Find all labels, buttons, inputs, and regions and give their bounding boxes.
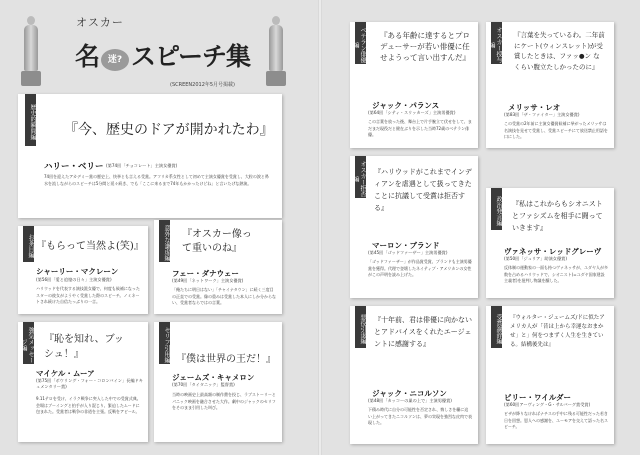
speech-description: 反体制の運動家の一面も持つヴァネッサが、ユダヤ人が多数を占めるハリウッドで、シオニスト(=ユダヤ国家建設主義者)を批判し物議を醸した。 [504, 265, 608, 283]
source-note: (SCREEN2012年5月号掲載) [170, 82, 236, 88]
speech-description: ビザが降りなければナチスの手中に残る可能性だった若き日を回想。恩人への感謝を、ユーモアを交えて語った名スピーチ。 [504, 411, 608, 429]
award-info: (第74回「チョコレート」主演女優賞) [106, 163, 178, 168]
category-tab: 受賞謝辞編 [491, 306, 502, 348]
speaker-name: マイケル・ムーア [36, 369, 95, 378]
category-tab: セリフ引用編 [159, 322, 170, 364]
award-info: (第56回「愛と追憶の日々」主演女優賞) [36, 277, 112, 282]
speech-quote: 『もらって当然よ(笑)』 [36, 241, 144, 252]
award-info: (第50回「ジュリア」助演女優賞) [504, 256, 567, 261]
speech-quote: 『オスカー像って重いのね』 [182, 229, 252, 254]
category-tab: 政治発言編 [491, 188, 502, 230]
speech-card [154, 220, 282, 314]
award-info: (第83回「ザ・ファイター」主演女優賞) [504, 112, 580, 117]
speech-card [486, 306, 614, 444]
speech-card [154, 322, 282, 442]
speech-card [350, 22, 478, 148]
speaker-name: マーロン・ブランド [372, 241, 440, 250]
category-tab: 悪役引退編 [355, 306, 366, 348]
award-info: (第64回「シティ・スリッカーズ」主演男優賞) [368, 110, 456, 115]
speech-description: 74回を迎えたアカデミー賞の歴史上、快挙とも言える受賞。アフリカ系女性として初めて主演女優賞を受賞し、大粒の涙と鼻水を流しながらのスピーチは5分間と延々続き、でも「ここに来るまで74年もかかったけどね」と言いたげな熱演。 [44, 174, 269, 186]
speech-card [486, 22, 614, 148]
title-badge: 迷? [101, 49, 129, 71]
category-tab: ベテラン俳優編 [355, 22, 366, 64]
title-main: スピーチ集 [131, 42, 251, 71]
page-title [75, 37, 275, 77]
speaker-name: メリッサ・レオ [508, 103, 561, 112]
speech-description: この言葉を放った後、舞台上で片手腕立て伏せをして、まだまだ現役だと健在ぶりを示した当時72歳のベテラン俳優。 [368, 119, 472, 137]
speech-card [18, 322, 148, 442]
speech-quote: 『言葉を失っているわ。二年前にケート(ウィンスレット)が受賞したときは、ファッ●ン なくらい腹立たしかったのに』 [514, 31, 605, 71]
award-info: (第60回アーヴィング・G・サルバーグ賞受賞) [504, 402, 591, 407]
speech-description: 当時の映画史上最高額の制作費を投じ、ラブストーリーとパニック映画を融合させた大作。劇中のジャックのセリフをそのまま引用した叫び。 [172, 392, 276, 410]
speech-description: 9.11テロを受け、イラク戦争に突入した中での受賞式典。会場はブーイングと拍手が入り混じり、緊迫したムードに包まれた。受賞者は戦争の非道を主張。反戦をアピール。 [36, 396, 141, 414]
speech-card [350, 306, 478, 444]
speaker-name: シャーリー・マクレーン [36, 267, 119, 276]
speech-card [18, 94, 282, 218]
category-tab: オスカー授与編 [491, 22, 502, 64]
speaker-name: ジャック・パランス [372, 101, 440, 110]
award-info: (第48回「カッコーの巣の上で」主演男優賞) [368, 398, 452, 403]
speaker-name: ヴァネッサ・レッドグレーヴ [504, 247, 602, 256]
speaker-name: ジャック・ニコルソン [372, 389, 447, 398]
category-tab: 意外な謙虚編 [159, 220, 170, 262]
title-ruby: オスカー [76, 16, 124, 29]
oscar-statue-icon [20, 16, 42, 88]
speech-card [350, 156, 478, 298]
speech-quote: 『ウォルター・ジェームズ/ドに似たアメリカ人が「昔は上から幸運なおまかせ」と」何をつまずく人生を生きている。結構後先は』 [510, 315, 605, 348]
speech-description: 「俺たちに明日はない」「チャイナタウン」に続く三度目の正直での受賞。像の重みは受賞した本人にしか分からない、受賞者ならではの言葉。 [172, 287, 276, 305]
speech-description: 下積み時代に自分の可能性を否定され、悔しさを糧に這い上がってきたニコルソンは、夢の実現を強烈な皮肉で表現した。 [368, 407, 472, 425]
speech-quote: 『恥を知れ、ブッシュ！』 [44, 334, 124, 360]
speech-quote: 『僕は世界の王だ！』 [176, 354, 276, 365]
speech-quote: 『今、歴史のドアが開かれたわ』 [64, 122, 274, 138]
speech-quote: 『ある年齢に達するとプロデューサーが若い俳優に任せようって言い出すんだ』 [380, 31, 470, 62]
award-info: (第49回「ネットワーク」主演女優賞) [172, 278, 244, 283]
speaker-name: ハリー・ベリー [44, 162, 104, 172]
speech-quote: 『私はこれからもシオニストとファシズムを相手に闘っていきます』 [512, 200, 603, 232]
title-header [20, 12, 310, 92]
award-info: (第70回「タイタニック」監督賞) [172, 382, 235, 387]
title-prefix: 名 [75, 42, 100, 71]
speech-card [18, 226, 148, 314]
category-tab: 歴史的瞬間編 [25, 94, 36, 146]
category-tab: オスカー拒否編 [355, 156, 366, 198]
speech-description: ハリウッドを代表する演技派女優で、何度も候補になったスターの彼女がようやく受賞した際のスピーチ。ノミネートされ続けた自信たっぷりの一言。 [36, 286, 140, 304]
speech-description: この受賞の2年前に主演女優賞候補に挙がったメリッサは名演技を見せて受賞し、受賞スピーチにて放送禁止用語を口にした。 [504, 121, 608, 139]
speaker-name: フェー・ダナウェー [172, 269, 239, 278]
award-info: (第75回「ボウリング・フォー・コロンバイン」長編ドキュメンタリー賞) [36, 378, 143, 389]
speaker-name: ビリー・ワイルダー [504, 393, 571, 402]
speech-quote: 『ハリウッドがこれまでインディアンを虐遇として扱ってきたことに抗議して受賞は拒否する』 [374, 168, 472, 212]
speech-quote: 『十年前、君は俳優に向かないとアドバイスをくれたエージェントに感謝する』 [374, 316, 472, 348]
right-page [320, 0, 640, 455]
award-info: (第45回「ゴッドファーザー」主演男優賞) [368, 250, 448, 255]
speaker-name: ジェームズ・キャメロン [172, 373, 255, 382]
speech-card [486, 188, 614, 298]
speech-description: 「ゴッドファーザー」が作品賞受賞、ブランドも主演男優賞を獲得。代理で登壇したネイティブ・アメリカンの女性がこの声明を読み上げた。 [368, 259, 472, 277]
category-tab: お茶目編 [23, 226, 34, 262]
category-tab: 強気メッセージ編 [23, 322, 34, 364]
